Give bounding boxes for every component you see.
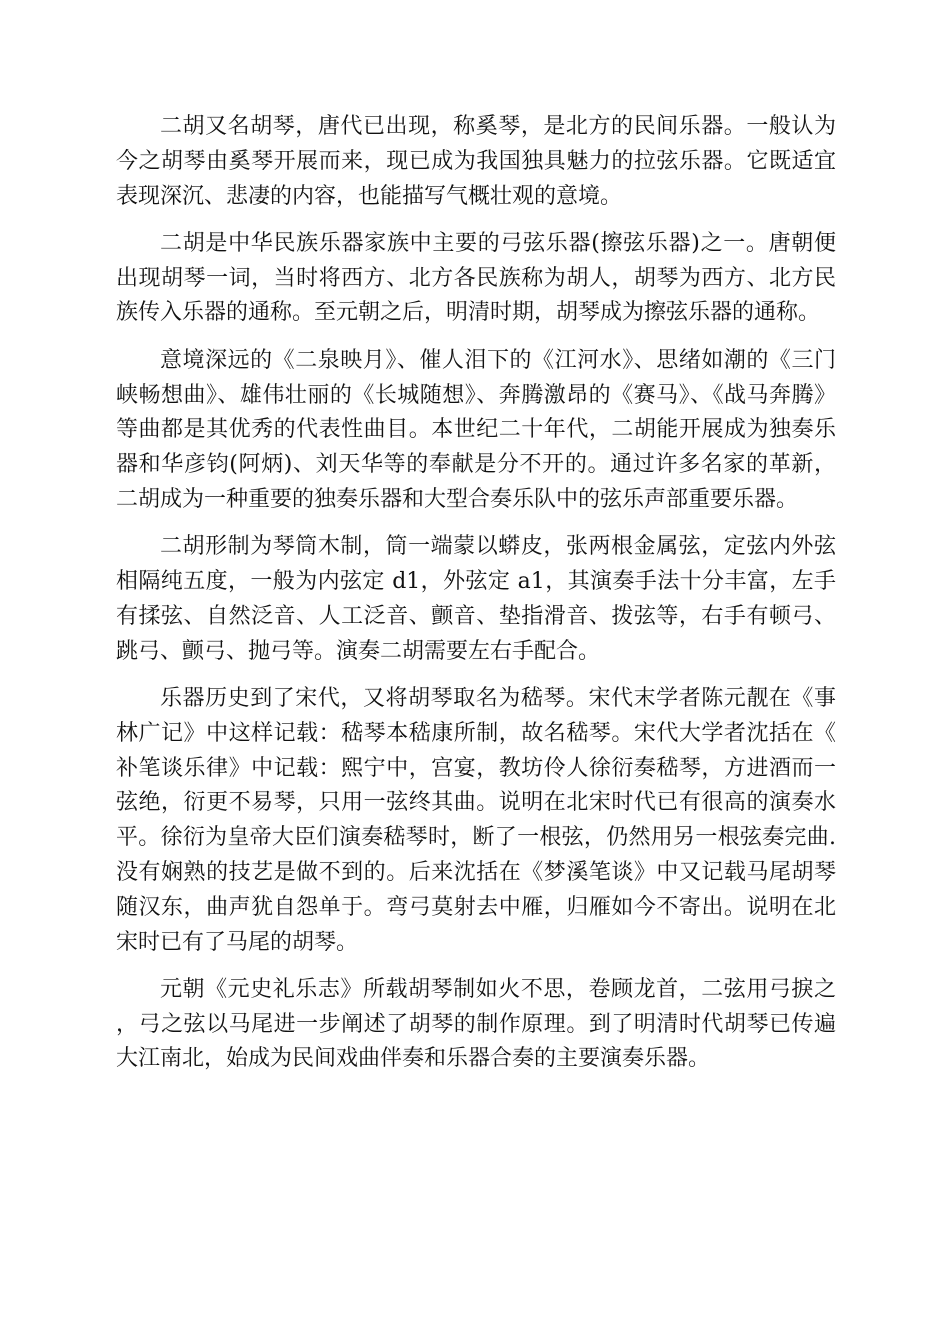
paragraph-song-dynasty-history: 乐器历史到了宋代，又将胡琴取名为嵇琴。宋代末学者陈元靓在《事林广记》中这样记载：嵇琴本嵇康所制，故名嵇琴。宋代大学者沈括在《补笔谈乐律》中记载：熙宁中，宫宴，教坊伶人徐衍奏嵇琴，方进酒而一弦绝，衍更不易琴，只用一弦终其曲。说明在北宋时代已有很高的演奏水平。徐衍为皇帝大臣们演奏嵇琴时，断了一根弦，仍然用另一根弦奏完曲.没有娴熟的技艺是做不到的。后来沈括在《梦溪笔谈》中又记载马尾胡琴随汉东，曲声犹自怨单于。弯弓莫射去中雁，归雁如今不寄出。说明在北宋时已有了马尾的胡琴。 (116, 685, 836, 955)
paragraph-representative-works: 意境深远的《二泉映月》、催人泪下的《江河水》、思绪如潮的《三门峡畅想曲》、雄伟壮丽的《长城随想》、奔腾激昂的《赛马》、《战马奔腾》等曲都是其优秀的代表性曲目。本世纪二十年代，二胡能开展成为独奏乐器和华彦钧(阿炳)、刘天华等的奉献是分不开的。通过许多名家的革新，二胡成为一种重要的独奏乐器和大型合奏乐队中的弦乐声部重要乐器。 (116, 347, 836, 512)
paragraph-yuan-ming-qing-history: 元朝《元史礼乐志》所载胡琴制如火不思，卷顾龙首，二弦用弓捩之，弓之弦以马尾进一步阐述了胡琴的制作原理。到了明清时代胡琴已传遍大江南北，始成为民间戏曲伴奏和乐器合奏的主要演奏乐器。 (116, 976, 836, 1072)
document-page (116, 110, 836, 1090)
paragraph-bowed-string-family: 二胡是中华民族乐器家族中主要的弓弦乐器(擦弦乐器)之一。唐朝便出现胡琴一词，当时将西方、北方各民族称为胡人，胡琴为西方、北方民族传入乐器的通称。至元朝之后，明清时期，胡琴成为擦弦乐器的通称。 (116, 230, 836, 326)
paragraph-construction-technique: 二胡形制为琴筒木制，筒一端蒙以蟒皮，张两根金属弦，定弦内外弦相隔纯五度，一般为内弦定 d1，外弦定 a1，其演奏手法十分丰富，左手有揉弦、自然泛音、人工泛音、颤音、垫指滑音、拨弦等，右手有顿弓、跳弓、颤弓、抛弓等。演奏二胡需要左右手配合。 (116, 534, 836, 664)
paragraph-erhu-origin: 二胡又名胡琴，唐代已出现，称奚琴，是北方的民间乐器。一般认为今之胡琴由奚琴开展而来，现已成为我国独具魅力的拉弦乐器。它既适宜表现深沉、悲凄的内容，也能描写气概壮观的意境。 (116, 114, 836, 209)
